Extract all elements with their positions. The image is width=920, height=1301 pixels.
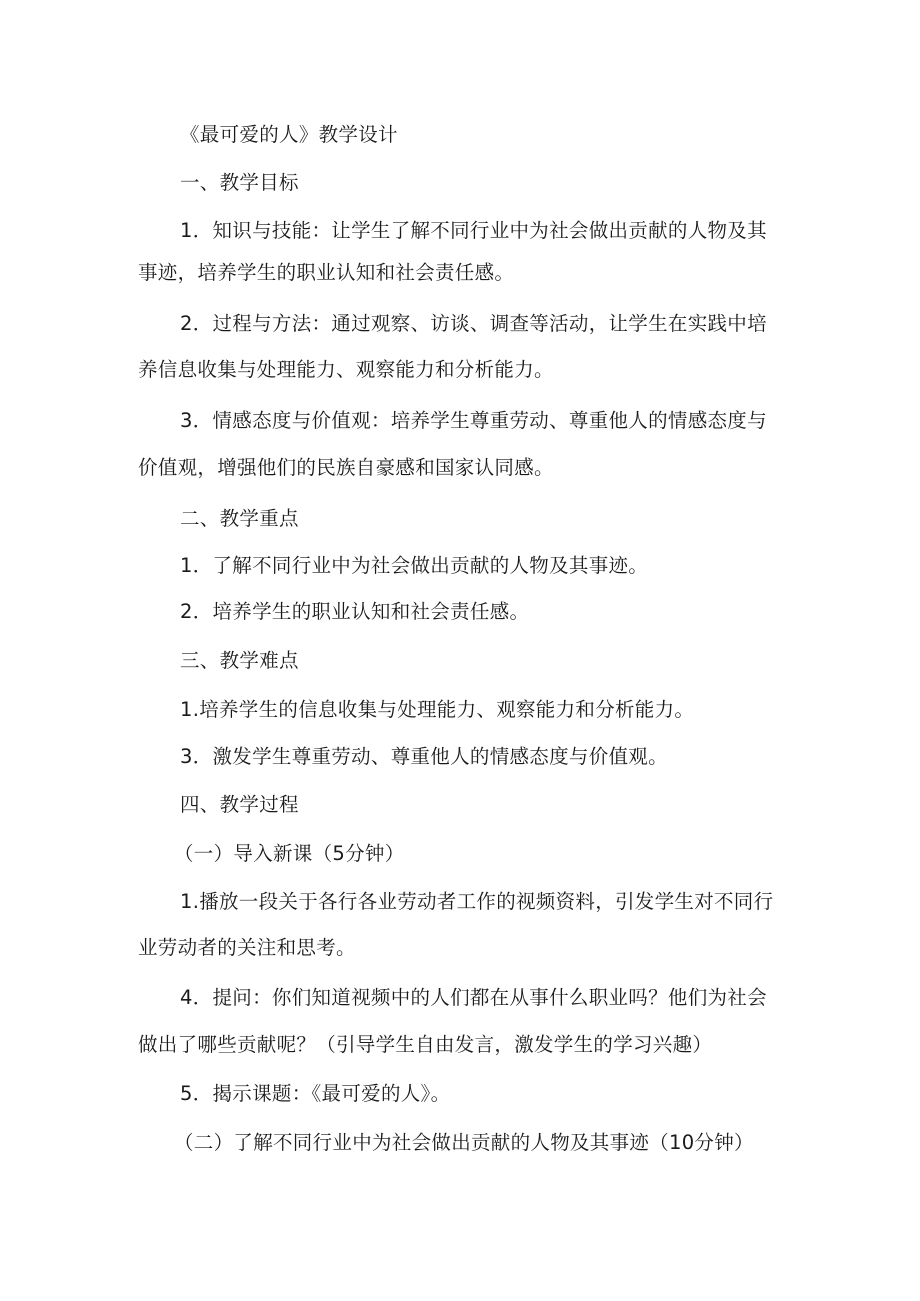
goal-item-3-line-2: 价值观，增强他们的民族自豪感和国家认同感。	[138, 456, 554, 479]
process-step-2-line-1: 4．提问：你们知道视频中的人们都在从事什么职业吗？他们为社会	[180, 986, 767, 1009]
process-step-2-line-2: 做出了哪些贡献呢？（引导学生自由发言，激发学生的学习兴趣）	[138, 1033, 713, 1056]
goal-item-1-line-1: 1．知识与技能：让学生了解不同行业中为社会做出贡献的人物及其	[180, 219, 767, 242]
section-heading-goals: 一、教学目标	[180, 171, 299, 194]
section-heading-process: 四、教学过程	[180, 793, 299, 816]
key-point-item-1: 1．了解不同行业中为社会做出贡献的人物及其事迹。	[180, 554, 649, 577]
goal-item-2-line-1: 2．过程与方法：通过观察、访谈、调查等活动，让学生在实践中培	[180, 312, 767, 335]
document-title: 《最可爱的人》教学设计	[180, 123, 398, 146]
key-point-item-2: 2．培养学生的职业认知和社会责任感。	[180, 600, 530, 623]
process-step-1-line-1: 1.播放一段关于各行各业劳动者工作的视频资料，引发学生对不同行	[180, 890, 774, 913]
process-part-2-heading: （二）了解不同行业中为社会做出贡献的人物及其事迹（10分钟）	[174, 1131, 754, 1154]
process-part-1-heading: （一）导入新课（5分钟）	[174, 842, 405, 865]
section-heading-difficulties: 三、教学难点	[180, 649, 299, 672]
process-step-3: 5．揭示课题：《最可爱的人》。	[180, 1082, 451, 1105]
goal-item-1-line-2: 事迹，培养学生的职业认知和社会责任感。	[138, 261, 515, 284]
difficulty-item-2: 3．激发学生尊重劳动、尊重他人的情感态度与价值观。	[180, 745, 668, 768]
goal-item-3-line-1: 3．情感态度与价值观：培养学生尊重劳动、尊重他人的情感态度与	[180, 409, 767, 432]
process-step-1-line-2: 业劳动者的关注和思考。	[138, 936, 356, 959]
section-heading-key-points: 二、教学重点	[180, 507, 299, 530]
goal-item-2-line-2: 养信息收集与处理能力、观察能力和分析能力。	[138, 358, 554, 381]
difficulty-item-1: 1.培养学生的信息收集与处理能力、观察能力和分析能力。	[180, 698, 695, 721]
